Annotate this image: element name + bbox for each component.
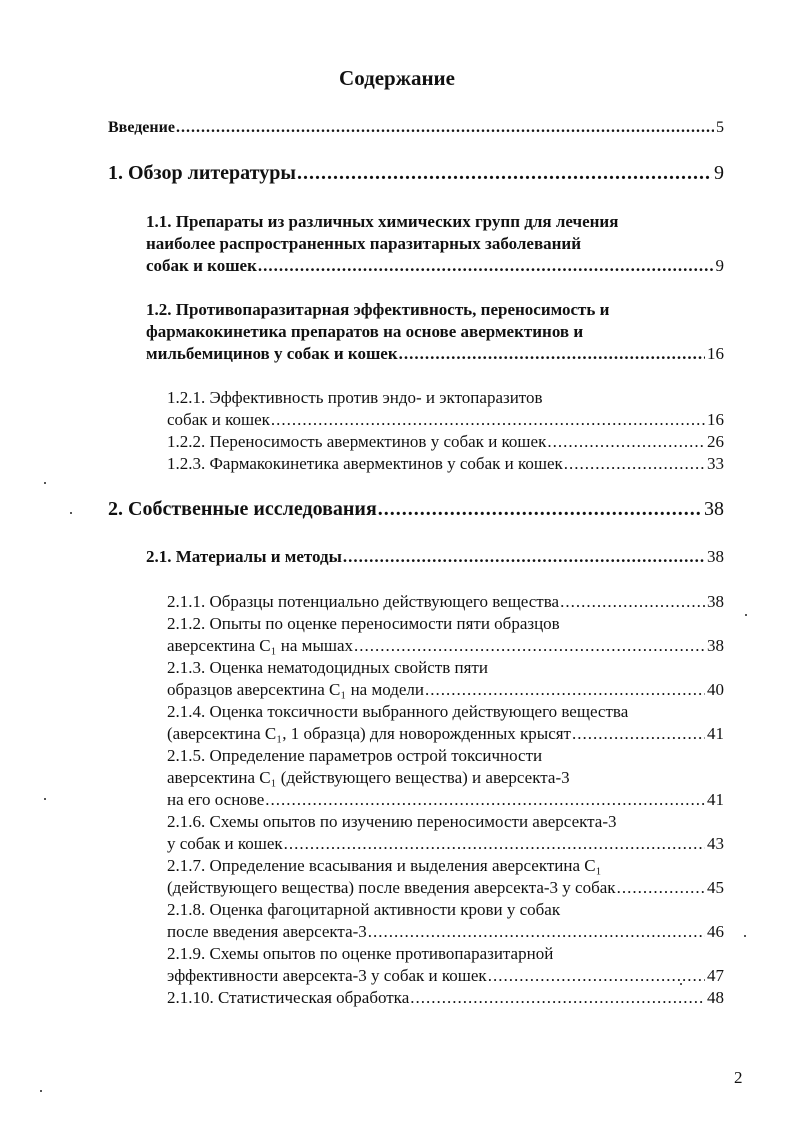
toc-entry-2-1-9[interactable] [167, 943, 724, 987]
leader-dots [488, 965, 705, 987]
scan-speck [44, 482, 46, 484]
toc-entry-2-1-6[interactable] [167, 811, 724, 855]
toc-entry-page: 16 [707, 344, 724, 363]
leader-dots [425, 679, 705, 701]
toc-entry-page: 26 [707, 432, 724, 451]
toc-entry-page: 33 [707, 454, 724, 473]
toc-entry-introduction[interactable] [108, 117, 724, 139]
toc-entry-label: эффективности аверсекта-3 у собак и кошек [167, 966, 487, 985]
toc-entry-label: 2.1.7. Определение всасывания и выделения аверсектина С₁ [167, 856, 602, 875]
scan-speck [745, 614, 747, 616]
leader-dots [560, 591, 705, 613]
scan-speck [44, 798, 46, 800]
toc-entry-label: 2.1.2. Опыты по оценке переносимости пяти образцов [167, 614, 560, 633]
toc-entry-2-1-7[interactable] [167, 855, 724, 899]
toc-entry-label: собак и кошек [146, 256, 257, 275]
toc-entry-label: у собак и кошек [167, 834, 283, 853]
toc-entry-page: 41 [707, 724, 724, 743]
toc-entry-label: наиболее распространенных паразитарных заболеваний [146, 234, 582, 253]
leader-dots [368, 921, 705, 943]
toc-entry-label: аверсектина С₁ на мышах [167, 636, 353, 655]
toc-entry-label: образцов аверсектина С₁ на модели [167, 680, 425, 699]
leader-dots [258, 255, 714, 277]
toc-entry-page: 47 [707, 966, 724, 985]
toc-entry-label: (действующего вещества) после введения аверсекта-3 у собак [167, 878, 616, 897]
toc-entry-2-1-10[interactable] [167, 987, 724, 1009]
toc-entry-2-1-2[interactable] [167, 613, 724, 657]
toc-entry-label: аверсектина С₁ (действующего вещества) и аверсекта-3 [167, 768, 570, 787]
toc-entry-label: 1.2. Противопаразитарная эффективность, переносимость и [146, 300, 610, 319]
scan-speck [70, 512, 72, 514]
toc-entry-page: 46 [707, 922, 724, 941]
toc-entry-1-2-2[interactable] [167, 431, 724, 453]
toc-entry-label: фармакокинетика препаратов на основе авермектинов и [146, 322, 584, 341]
toc-entry-label: собак и кошек [167, 410, 270, 429]
toc-entry-page: 40 [707, 680, 724, 699]
toc-entry-page: 9 [715, 256, 724, 275]
toc-entry-page: 38 [707, 547, 724, 566]
toc-entry-page: 38 [707, 636, 724, 655]
toc-entry-chapter-2[interactable] [108, 498, 724, 520]
toc-entry-label: 1.2.3. Фармакокинетика авермектинов у собак и кошек [167, 454, 563, 473]
toc-entry-page: 38 [704, 498, 724, 520]
toc-entry-1-2-1[interactable] [167, 387, 724, 431]
toc-entry-label: Введение [108, 119, 175, 136]
toc-entry-label: 2.1.9. Схемы опытов по оценке противопаразитарной [167, 944, 554, 963]
leader-dots [343, 546, 705, 568]
toc-entry-label: 1.2.2. Переносимость авермектинов у собак и кошек [167, 432, 547, 451]
toc-entry-label: 2.1.8. Оценка фагоцитарной активности крови у собак [167, 900, 561, 919]
leader-dots [547, 431, 705, 453]
toc-entry-label: 2. Собственные исследования [108, 498, 377, 520]
toc-entry-chapter-1[interactable] [108, 162, 724, 184]
toc-entry-label: 2.1.3. Оценка нематодоцидных свойств пяти [167, 658, 488, 677]
toc-entry-label: 2.1. Материалы и методы [146, 547, 342, 566]
leader-dots [271, 409, 705, 431]
toc-entry-label: мильбемицинов у собак и кошек [146, 344, 398, 363]
toc-entry-label: после введения аверсекта-3 [167, 922, 367, 941]
toc-entry-2-1[interactable] [146, 546, 724, 568]
toc-entry-page: 16 [707, 410, 724, 429]
leader-dots [410, 987, 705, 1009]
leader-dots [378, 498, 702, 520]
toc-entry-label: 2.1.4. Оценка токсичности выбранного действующего вещества [167, 702, 629, 721]
toc-entry-2-1-5[interactable] [167, 745, 724, 811]
scan-speck [40, 1090, 42, 1092]
leader-dots [572, 723, 705, 745]
toc-entry-2-1-8[interactable] [167, 899, 724, 943]
leader-dots [265, 789, 705, 811]
toc-entry-label: 1. Обзор литературы [108, 162, 296, 184]
toc-entry-1-2[interactable] [146, 299, 724, 365]
toc-entry-page: 38 [707, 592, 724, 611]
toc-entry-label: на его основе [167, 790, 265, 809]
leader-dots [354, 635, 705, 657]
toc-entry-page: 45 [707, 878, 724, 897]
toc-entry-2-1-3[interactable] [167, 657, 724, 701]
leader-dots [297, 162, 712, 184]
toc-entry-2-1-1[interactable] [167, 591, 724, 613]
toc-entry-2-1-4[interactable] [167, 701, 724, 745]
leader-dots [564, 453, 705, 475]
toc-entry-page: 9 [714, 162, 724, 184]
scan-speck [680, 983, 682, 985]
leader-dots [176, 117, 714, 139]
scan-speck [744, 935, 746, 937]
leader-dots [617, 877, 705, 899]
leader-dots [284, 833, 705, 855]
toc-entry-label: 2.1.1. Образцы потенциально действующего вещества [167, 592, 560, 611]
page-title: Содержание [339, 66, 455, 90]
page-number: 2 [734, 1068, 743, 1087]
toc-entry-label: 1.2.1. Эффективность против эндо- и эктопаразитов [167, 388, 543, 407]
toc-entry-page: 41 [707, 790, 724, 809]
toc-entry-1-2-3[interactable] [167, 453, 724, 475]
toc-entry-page: 5 [716, 119, 724, 136]
toc-entry-label: 1.1. Препараты из различных химических групп для лечения [146, 212, 619, 231]
toc-entry-label: 2.1.10. Статистическая обработка [167, 988, 410, 1007]
toc-entry-1-1[interactable] [146, 211, 724, 277]
toc-entry-label: (аверсектина С₁, 1 образца) для новорожденных крысят [167, 724, 571, 743]
leader-dots [399, 343, 705, 365]
toc-entry-page: 48 [707, 988, 724, 1007]
toc-entry-page: 43 [707, 834, 724, 853]
toc-entry-label: 2.1.6. Схемы опытов по изучению переносимости аверсекта-3 [167, 812, 617, 831]
toc-entry-label: 2.1.5. Определение параметров острой токсичности [167, 746, 543, 765]
